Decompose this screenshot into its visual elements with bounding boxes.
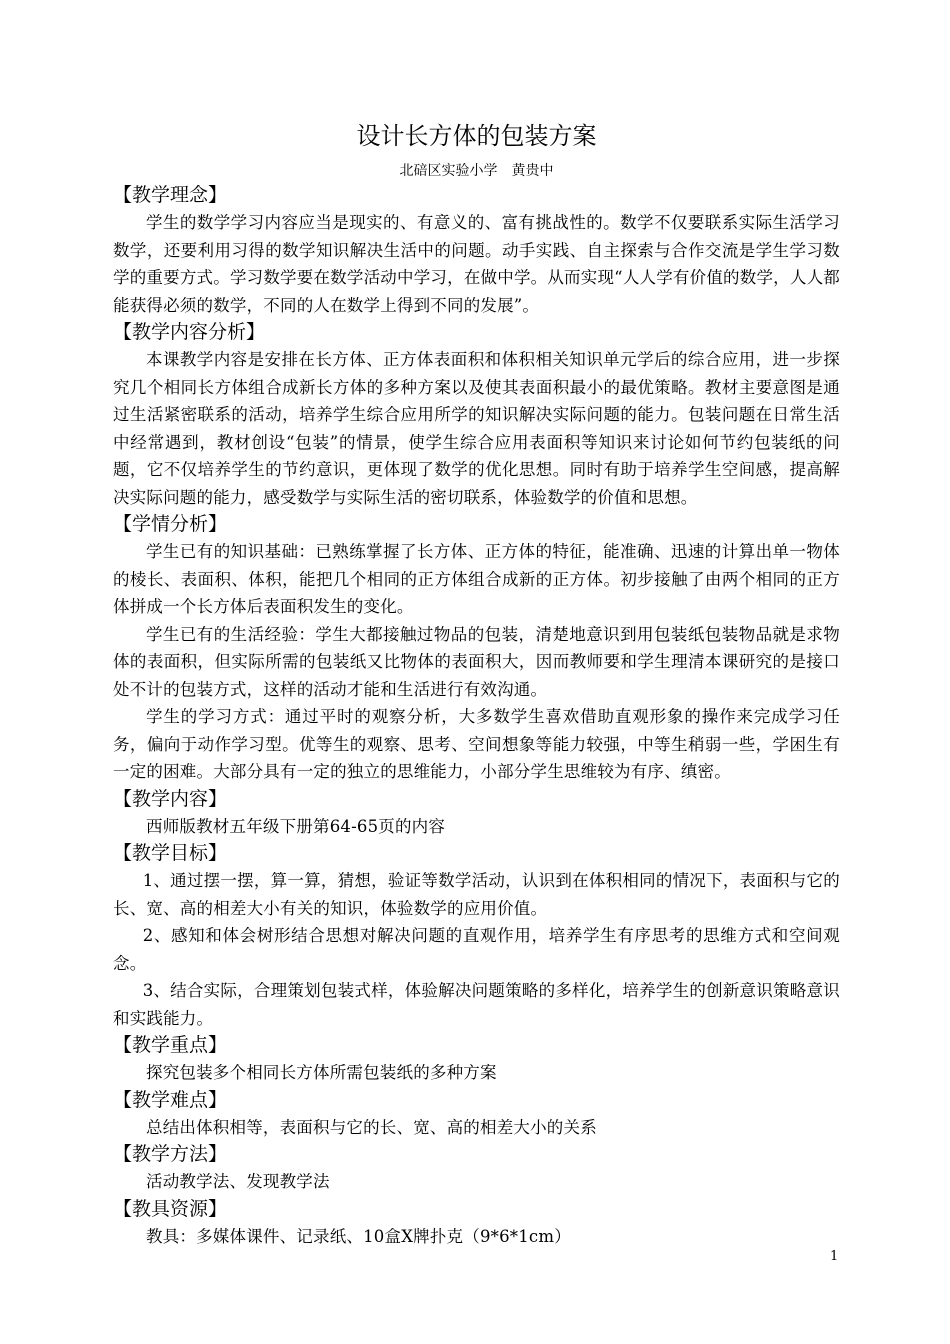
- section-content-analysis: [113, 319, 840, 511]
- section-paragraph: 学生的数学学习内容应当是现实的、有意义的、富有挑战性的。数学不仅要联系实际生活学习数学，还要利用习得的数学知识解决生活中的问题。动手实践、自主探索与合作交流是学生学习数学的重要方式。学习数学要在数学活动中学习，在做中学。从而实现“人人学有价值的数学，人人都能获得必须的数学，不同的人在数学上得到不同的发展”。: [113, 213, 840, 315]
- section-paragraph: 活动教学法、发现教学法: [146, 1172, 330, 1191]
- goal-item: 2、感知和体会树形结合思想对解决问题的直观作用，培养学生有序思考的思维方式和空间观念。: [113, 926, 840, 973]
- section-heading: 【教学方法】: [113, 1143, 228, 1165]
- author-line: 北碚区实验小学 黄贵中: [399, 163, 554, 179]
- section-teaching-philosophy: [113, 182, 840, 319]
- document-title: 设计长方体的包装方案: [356, 122, 597, 150]
- section-teaching-goals: [113, 840, 840, 1032]
- section-key-points: [113, 1032, 840, 1087]
- section-difficulties: [113, 1087, 840, 1142]
- section-student-analysis: [113, 511, 840, 786]
- section-paragraph: 学生已有的生活经验：学生大都接触过物品的包装，清楚地意识到用包装纸包装物品就是求物体的表面积，但实际所需的包装纸又比物体的表面积大，因而教师要和学生理清本课研究的是接口处不计的包装方式，这样的活动才能和生活进行有效沟通。: [113, 624, 840, 699]
- section-paragraph: 总结出体积相等，表面积与它的长、宽、高的相差大小的关系: [146, 1117, 597, 1137]
- section-teaching-content: [113, 786, 840, 841]
- section-heading: 【教学目标】: [113, 842, 228, 864]
- goal-item: 1、通过摆一摆，算一算，猜想，验证等数学活动，认识到在体积相同的情况下，表面积与它的长、宽、高的相差大小有关的知识，体验数学的应用价值。: [113, 871, 840, 918]
- document-page: [113, 118, 840, 1250]
- section-heading: 【教学理念】: [113, 184, 228, 206]
- section-heading: 【教学难点】: [113, 1088, 228, 1111]
- section-paragraph: 本课教学内容是安排在长方体、正方体表面积和体积相关知识单元学后的综合应用，进一步探究几个相同长方体组合成新长方体的多种方案以及使其表面积最小的最优策略。教材主要意图是通过生活紧密联系的活动，培养学生综合应用所学的知识解决实际问题的能力。包装问题在日常生活中经常遇到，教材创设“包装”的情景，使学生综合应用表面积等知识来讨论如何节约包装纸的问题，它不仅培养学生的节约意识，更体现了数学的优化思想。同时有助于培养学生空间感，提高解决实际问题的能力，感受数学与实际生活的密切联系，体验数学的价值和思想。: [113, 350, 840, 507]
- goal-item: 3、结合实际，合理策划包装式样，体验解决问题策略的多样化，培养学生的创新意识策略意识和实践能力。: [113, 981, 840, 1028]
- section-paragraph: 学生已有的知识基础：已熟练掌握了长方体、正方体的特征，能准确、迅速的计算出单一物体的棱长、表面积、体积，能把几个相同的正方体组合成新的正方体。初步接触了由两个相同的正方体拼成一个长方体后表面积发生的变化。: [113, 542, 840, 616]
- section-heading: 【教学重点】: [113, 1034, 228, 1056]
- section-paragraph: 探究包装多个相同长方体所需包装纸的多种方案: [146, 1063, 497, 1082]
- section-paragraph: 学生的学习方式：通过平时的观察分析，大多数学生喜欢借助直观形象的操作来完成学习任务，偏向于动作学习型。优等生的观察、思考、空间想象等能力较强，中等生稍弱一些，学困生有一定的困难。大部分具有一定的独立的思维能力，小部分学生思维较为有序、缜密。: [113, 707, 840, 781]
- section-heading: 【学情分析】: [113, 513, 228, 535]
- section-heading: 【教具资源】: [113, 1197, 228, 1220]
- section-methods: [113, 1141, 840, 1196]
- section-resources: [113, 1196, 840, 1251]
- section-heading: 【教学内容】: [113, 787, 228, 810]
- section-heading: 【教学内容分析】: [113, 321, 266, 343]
- section-paragraph: 西师版教材五年级下册第64-65页的内容: [146, 816, 446, 836]
- page-number: 1: [830, 1249, 839, 1264]
- section-paragraph: 教具：多媒体课件、记录纸、10盒X牌扑克（9*6*1cm）: [146, 1226, 571, 1246]
